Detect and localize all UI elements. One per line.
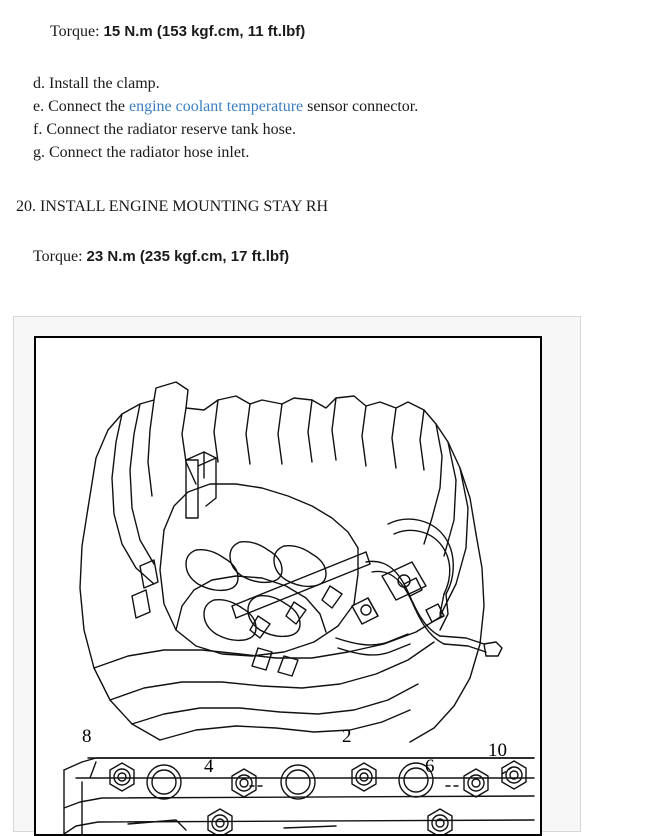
torque-top-value: 15 N.m (153 kgf.cm, 11 ft.lbf): [103, 23, 306, 40]
figure-callout-8: 8: [82, 726, 92, 747]
figure-callout-6: 6: [425, 756, 435, 777]
section-number: 20.: [16, 198, 36, 215]
torque-section-label: Torque:: [33, 248, 87, 265]
torque-section-line: [33, 247, 289, 267]
engine-coolant-temperature-link[interactable]: engine coolant temperature: [128, 98, 304, 115]
step-marker: f.: [33, 121, 43, 138]
step-text: Connect the radiator reserve tank hose.: [42, 121, 297, 138]
figure-callout-2: 2: [342, 726, 352, 747]
step-list: [33, 72, 418, 164]
torque-top-label: Torque:: [50, 23, 104, 40]
figure-container: [13, 316, 581, 832]
torque-section-value: 23 N.m (235 kgf.cm, 17 ft.lbf): [86, 248, 290, 265]
section-title: INSTALL ENGINE MOUNTING STAY RH: [40, 198, 329, 215]
list-item: [33, 95, 418, 118]
section-heading: [16, 197, 328, 217]
step-marker: e.: [33, 98, 45, 115]
figure-callout-10: 10: [488, 740, 507, 761]
list-item: [33, 118, 418, 141]
list-item: [33, 72, 418, 95]
figure-callout-4: 4: [204, 756, 214, 777]
step-text: Connect the radiator hose inlet.: [45, 144, 250, 161]
figure-frame: [34, 336, 542, 836]
step-text: Connect the: [44, 98, 129, 115]
engine-assembly-diagram: [36, 338, 540, 834]
torque-top-line: [50, 22, 305, 42]
step-marker: g.: [33, 144, 45, 161]
step-text-after: sensor connector.: [303, 98, 419, 115]
step-text: Install the clamp.: [45, 75, 160, 92]
list-item: [33, 141, 418, 164]
step-marker: d.: [33, 75, 45, 92]
